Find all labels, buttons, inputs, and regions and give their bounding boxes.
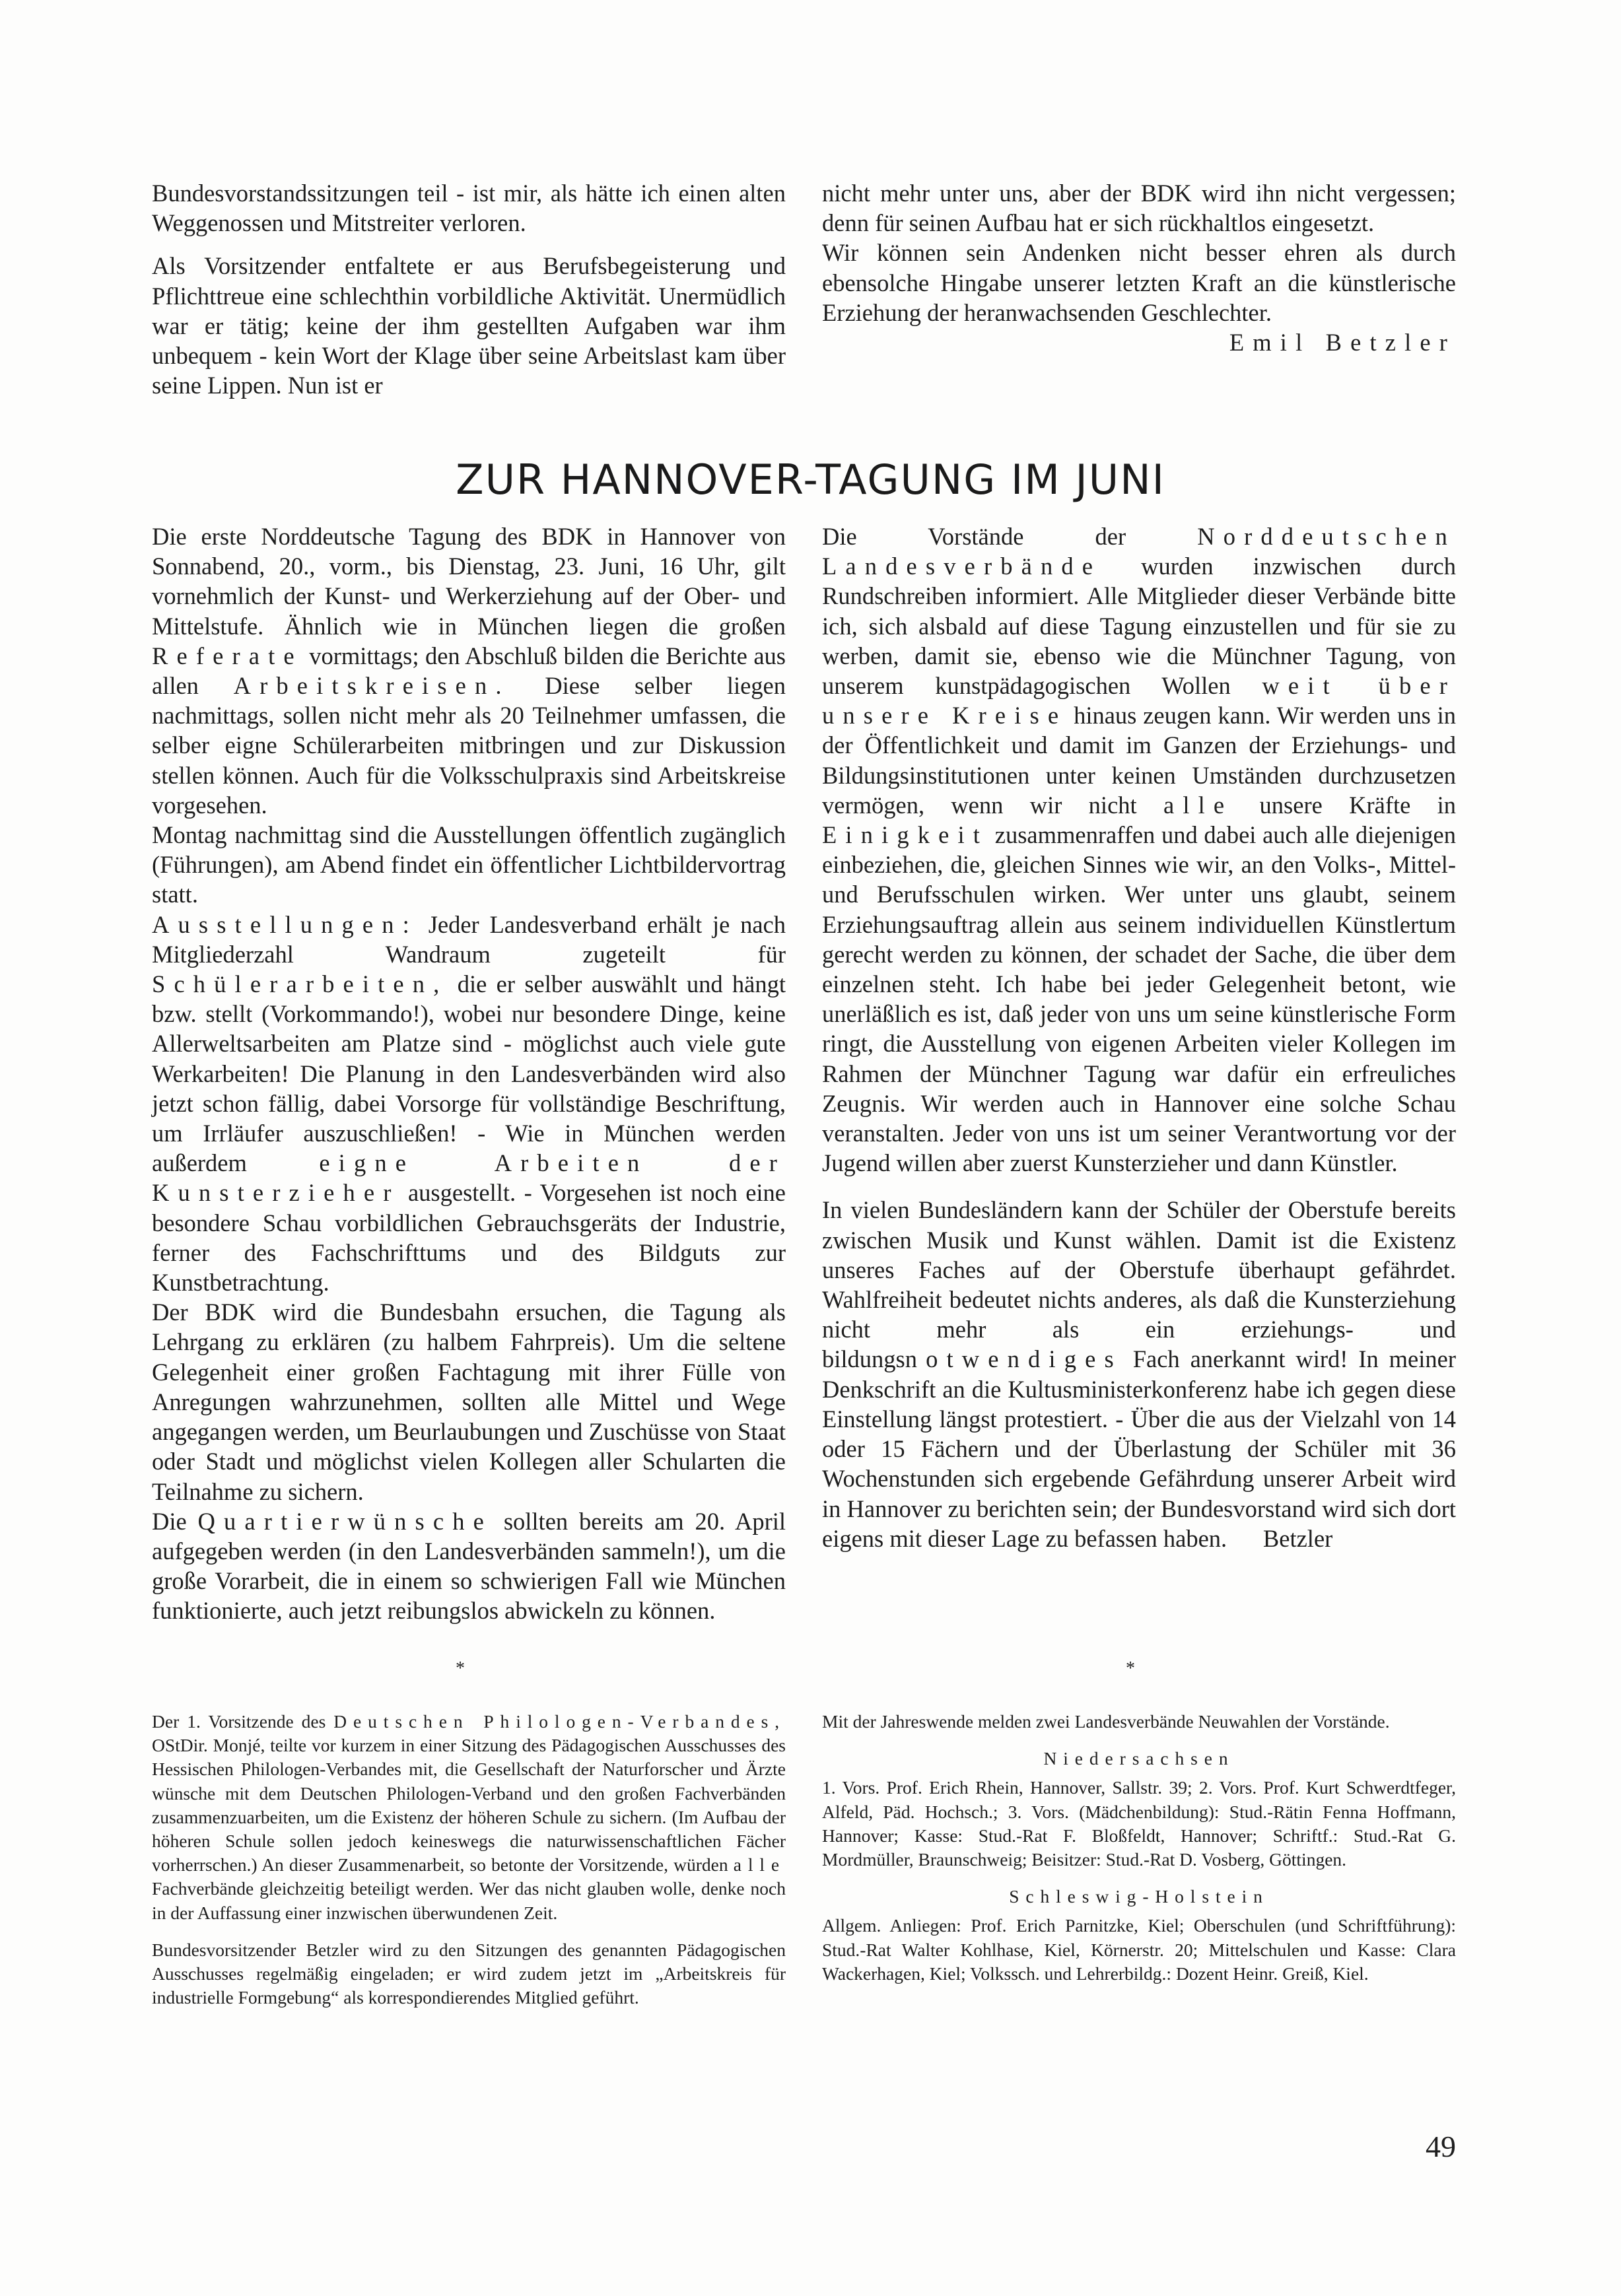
top-right-column — [822, 178, 1456, 357]
spaced-word: Einigkeit — [822, 821, 989, 849]
paragraph: Der BDK wird die Bundesbahn ersuchen, die Tagung als Lehrgang zu erklären (zu halbem Fahrpreis). Um die seltene Gelegenheit einer großen Fachtagung mit ihrer Fülle von Anregungen wahrzunehmen, sollten alle Mittel und Wege angegangen werden, um Beurlaubungen und Zuschüsse von Staat oder Stadt und möglichst vielen Kollegen aller Schularten die Teilnahme zu sichern. — [152, 1299, 786, 1505]
spaced-word: Referate — [152, 642, 303, 669]
signature: Emil Betzler — [1229, 329, 1456, 356]
paragraph: Wir können sein Andenken nicht besser ehren als durch ebensolche Hingabe unserer letzten Kraft an die künstlerische Erziehung der heranwachsenden Geschlechter. — [822, 239, 1456, 326]
note-paragraph: 1. Vors. Prof. Erich Rhein, Hannover, Sallstr. 39; 2. Vors. Prof. Kurt Schwerdtfeger, Alfeld, Päd. Hochsch.; 3. Vors. (Mädchenbildung): Stud.-Rätin Fenna Hoffmann, Hannover; Kasse: Stud.-Rat F. Bloßfeldt, Hannover; Schriftf.: Stud.-Rat G. Mordmüller, Braunschweig; Beisitzer: Stud.-Rat D. Vosberg, Göttingen. — [822, 1777, 1456, 1870]
text-run: Der 1. Vorsitzende des — [152, 1711, 326, 1732]
paragraph: nicht mehr unter uns, aber der BDK wird ihn nicht vergessen; denn für seinen Aufbau hat er sich rückhaltlos eingesetzt. — [822, 180, 1456, 237]
paragraph: Montag nachmittag sind die Ausstellungen öffentlich zugänglich (Führungen), am Abend findet ein öffentlicher Lichtbildervortrag statt. — [152, 821, 786, 908]
text-run: vormittags; den Abschluß bilden die Berichte aus allen — [152, 642, 786, 700]
spaced-word: alle — [1163, 791, 1233, 819]
text-run: Fachverbände gleichzeitig beteiligt werden. Wer das nicht glauben wolle, denke noch in der Auffassung einer inzwischen überwundenen Zeit. — [152, 1878, 786, 1923]
text-run: In vielen Bundesländern kann der Schüler der Oberstufe bereits zwischen Musik und Kunst wählen. Damit ist die Existenz unseres Faches auf der Oberstufe überhaupt gefährdet. Wahlfreiheit bedeutet nichts anderes, als daß die Kunsterziehung nicht mehr als ein erziehungs- und bildungs — [822, 1196, 1456, 1373]
paragraph: Bundesvorstandssitzungen teil - ist mir, als hätte ich einen alten Weggenossen und Mitstreiter verloren. — [152, 180, 786, 237]
text-run: unsere Kräfte in — [1259, 791, 1457, 819]
notes-left-column — [152, 1710, 786, 2009]
text-run: hinaus zeugen kann. Wir werden uns in der Öffentlichkeit und damit im Ganzen der Erziehungs- und Bildungsinstitutionen unter keinen Umständen durchzusetzen vermögen, wenn wir nicht — [822, 702, 1457, 819]
note-paragraph: Bundesvorsitzender Betzler wird zu den Sitzungen des genannten Pädagogischen Ausschusses regelmäßig eingeladen; er wird zudem jetzt im „Arbeitskreis für industrielle Formgebung“ als korrespondierendes Mitglied geführt. — [152, 1939, 786, 2008]
text-run: Jeder Landesverband erhält je nach Mitgliederzahl Wandraum zugeteilt für — [152, 910, 786, 968]
page-number: 49 — [1426, 2130, 1456, 2163]
article-right-column — [822, 522, 1456, 1553]
text-run: Die Vorstände der — [822, 523, 1126, 550]
text-run: OStDir. Monjé, teilte vor kurzem in einer Sitzung des Pädagogischen Ausschusses des Hessischen Philologen-Verbandes mit, die Gesellschaft der Naturforscher und Ärzte wünsche mit dem Deutschen Philologen-Verband und den großen Fachverbänden zusammenzuarbeiten, um die Existenz der höheren Schule zu sichern. (Im Aufbau der höheren Schule sollen jedoch keineswegs die naturwissenschaftlichen Fächer vorherrschen.) An dieser Zusammenarbeit, so betonte der Vorsitzende, würden — [152, 1735, 786, 1875]
spaced-word: Ausstellungen: — [152, 910, 418, 938]
section-heading: Schleswig-Holstein — [1009, 1886, 1269, 1907]
text-run: die er selber auswählt und hängt bzw. stellt (Vorkommando!), wobei nur besondere Dinge, keine Allerweltsarbeiten am Platze sind - möglichst auch viele gute Werkarbeiten! Die Planung in den Landesverbänden wird also jetzt schon fällig, dabei Vorsorge für vollständige Beschriftung, um Irrläufer auszuschließen! - Wie in München werden außerdem — [152, 970, 786, 1177]
spaced-word: Quartierwünsche — [197, 1507, 493, 1535]
text-run: wurden inzwischen durch Rundschreiben informiert. Alle Mitglieder dieser Verbände bitte ich, sich alsbald auf diese Tagung einzustellen und für sie zu werben, damit sie, ebenso wie die Münchner Tagung, von unserem kunstpädagogischen Wollen — [822, 553, 1456, 700]
paragraph — [822, 1195, 1456, 1553]
signature: Betzler — [1262, 1524, 1333, 1552]
paragraph — [152, 910, 786, 1298]
text-run: Fach anerkannt wird! In meiner Denkschrift an die Kultusministerkonferenz habe ich gegen diese Einstellung längst protestiert. - Über die aus der Vielzahl von 14 oder 15 Fächern und der Überlastung der Schüler mit 36 Wochenstunden sich ergebende Gefährdung unserer Arbeit wird in Hannover zu berichten sein; der Bundesvorstand wird sich dort eigens mit dieser Lage zu befassen haben. — [822, 1345, 1457, 1552]
spaced-word: eigne Arbeiten der Kunsterzieher — [152, 1149, 786, 1207]
text-run: Die erste Norddeutsche Tagung des BDK in Hannover von Sonnabend, 20., vorm., bis Dienstag, 23. Juni, 16 Uhr, gilt vornehmlich der Kunst- und Werkerziehung auf der Ober- und Mittelstufe. Ähnlich wie in München liegen die großen — [152, 523, 786, 640]
paragraph — [822, 522, 1456, 1178]
spaced-word: Deutschen Philologen-Verbandes, — [333, 1711, 786, 1732]
spaced-word: Norddeutschen Landesverbände — [822, 523, 1457, 580]
paragraph — [152, 1506, 786, 1626]
spaced-word: Arbeitskreisen. — [233, 672, 510, 700]
spaced-word: weit über unsere Kreise — [822, 672, 1456, 729]
spaced-word: alle — [733, 1854, 786, 1875]
note-paragraph: Allgem. Anliegen: Prof. Erich Parnitzke, Kiel; Oberschulen (und Schriftführung): Stud.-Rat Walter Kohlhase, Kiel, Körnerstr. 20; Mittelschulen und Kasse: Clara Wackerhagen, Kiel; Volkssch. und Lehrerbildg.: Dozent Heinr. Greiß, Kiel. — [822, 1915, 1456, 1984]
article-title: ZUR HANNOVER-TAGUNG IM JUNI — [456, 456, 1165, 504]
spaced-word: notwendiges — [905, 1345, 1122, 1373]
text-run: ausgestellt. - Vorgesehen ist noch eine besondere Schau vorbildlichen Gebrauchsgeräts der Industrie, ferner des Fachschrifttums und des Bildguts zur Kunstbetrachtung. — [152, 1179, 786, 1297]
separator-star: * — [1126, 1658, 1135, 1679]
text-run: Diese selber liegen nachmittags, sollen nicht mehr als 20 Teilnehmer umfassen, die selber eigne Schülerarbeiten mitbringen und zur Diskussion stellen können. Auch für die Volksschulpraxis sind Arbeitskreise vorgesehen. — [152, 672, 786, 819]
text-run: Die — [152, 1507, 187, 1535]
paragraph — [152, 522, 786, 820]
section-heading: Niedersachsen — [1043, 1748, 1235, 1769]
top-left-column — [152, 178, 786, 400]
note-paragraph: Mit der Jahreswende melden zwei Landesverbände Neuwahlen der Vorstände. — [822, 1711, 1390, 1732]
spaced-word: Schülerarbeiten, — [152, 970, 448, 998]
note-paragraph — [152, 1710, 786, 1925]
text-run: zusammenraffen und dabei auch alle diejenigen einbeziehen, die, gleichen Sinnes wie wir, an den Volks-, Mittel- und Berufsschulen wirken. Wer unter uns glaubt, seinem Erziehungsauftrag allein aus seinem individuellen Künstlertum gerecht werden zu können, der schadet der Sache, die über dem einzelnen steht. Ich habe bei jeder Gelegenheit betont, wie unerläßlich es ist, daß jeder von uns um seine künstlerische Form ringt, die Ausstellung von eigenen Arbeiten vieler Kollegen im Rahmen der Münchner Tagung war dafür ein erfreuliches Zeugnis. Wir werden auch in Hannover eine solche Schau veranstalten. Jeder von uns ist um seiner Verantwortung vor der Jugend willen aber zuerst Kunsterzieher und dann Künstler. — [822, 821, 1456, 1177]
paragraph: Als Vorsitzender entfaltete er aus Berufsbegeisterung und Pflichttreue eine schlechthin vorbildliche Aktivität. Unermüdlich war er tätig; keine der ihm gestellten Aufgaben war ihm unbequem - kein Wort der Klage über seine Arbeitslast kam über seine Lippen. Nun ist er — [152, 252, 786, 399]
separator-star: * — [456, 1658, 465, 1679]
notes-right-column — [822, 1710, 1456, 1986]
text-run: sollten bereits am 20. April aufgegeben werden (in den Landesverbänden sammeln!), um die große Vorarbeit, die in einem so schwierigen Fall wie München funktionierte, auch jetzt reibungslos abwickeln zu können. — [152, 1507, 786, 1625]
article-left-column — [152, 522, 786, 1626]
